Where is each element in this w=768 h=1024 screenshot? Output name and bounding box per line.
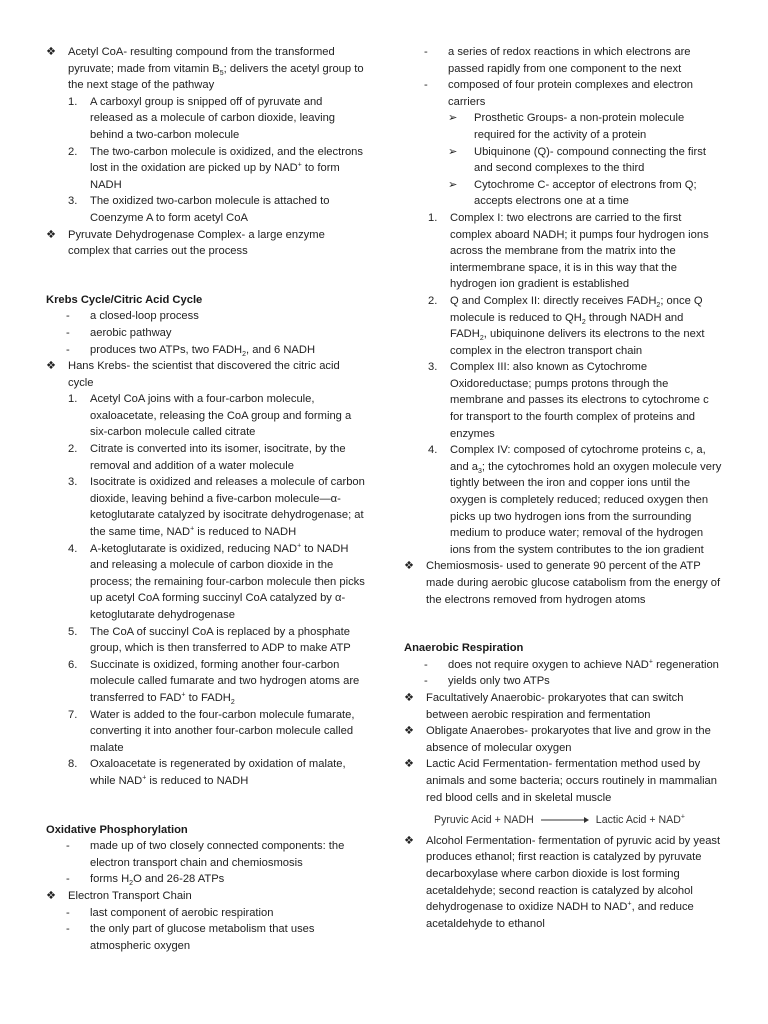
- anaerobic-dash-1: - does not require oxygen to achieve NAD+ regeneration: [424, 658, 719, 671]
- krebs-step-3: 3. Isocitrate is oxidized and releases a molecule of carbon dioxide, leaving behind a five-carbon molecule—α-ketoglutarate catalyzed by isocitrate dehydrogenase; at the same time, NAD+ is reduced to NADH: [68, 476, 365, 539]
- acetyl-coa-text: Acetyl CoA- resulting compound from the transformed pyruvate; made from vitamin $B_5$; delivers the acetyl group to the next stage of the pathway: [68, 46, 364, 92]
- etc-dash-2: - the only part of glucose metabolism that uses atmospheric oxygen: [66, 923, 315, 952]
- krebs-step-7: 7. Water is added to the four-carbon molecule fumarate, converting it into another four-carbon molecule called malate: [68, 708, 355, 754]
- right-column: [404, 44, 722, 932]
- oxphos-heading: Oxidative Phosphorylation: [46, 823, 188, 836]
- diamond-bullet-icon: ❖: [46, 46, 57, 58]
- equation-products: Lactic Acid + NAD+: [595, 813, 685, 827]
- hans-krebs-bullet: ❖ Hans Krebs- the scientist that discovered the citric acid cycle: [46, 360, 340, 389]
- krebs-step-6: 6. Succinate is oxidized, forming another four-carbon molecule called fumarate and two hydrogen atoms are transferred to FAD+ to $FADH_2$: [68, 658, 360, 707]
- krebs-dash-2: - aerobic pathway: [66, 326, 172, 339]
- krebs-step-1: 1. Acetyl CoA joins with a four-carbon molecule, oxaloacetate, releasing the CoA group and forming a six-carbon molecule called citrate: [68, 393, 352, 439]
- acetyl-step-3: 3. The oxidized two-carbon molecule is attached to Coenzyme A to form acetyl CoA: [68, 195, 330, 224]
- equation-reactants: Pyruvic Acid + NADH: [434, 814, 534, 827]
- krebs-dash-1: - a closed-loop process: [66, 310, 199, 323]
- prosthetic-groups-item: ➢ Prosthetic Groups- a non-protein molecule required for the activity of a protein: [448, 112, 685, 141]
- krebs-step-8: 8. Oxaloacetate is regenerated by oxidation of malate, while NAD+ is reduced to NADH: [68, 758, 346, 787]
- complex-2: 2. Q and Complex II: directly receives $FADH_2$; once Q molecule is reduced to $QH_2$ through NADH and $FADH_2$, ubiquinone delivers its electrons to the next complex in the electron transport chain: [428, 294, 705, 357]
- krebs-step-4: 4. A-ketoglutarate is oxidized, reducing NAD+ to NADH and releasing a molecule of carbon dioxide in the process; the remaining four-carbon molecule then picks up acetyl CoA forming succinyl CoA catalyzed by α-ketoglutarate dehydrogenase: [68, 541, 365, 621]
- diamond-bullet-icon: ❖: [404, 725, 415, 738]
- acetyl-step-1: 1. A carboxyl group is snipped off of pyruvate and released as a molecule of carbon dioxide, leaving behind a two-carbon molecule: [68, 95, 336, 141]
- anaerobic-heading: Anaerobic Respiration: [404, 642, 524, 655]
- diamond-bullet-icon: ❖: [46, 360, 57, 373]
- oxphos-dash-2: - forms $H_2O$ and 26-28 ATPs: [66, 873, 225, 888]
- diamond-bullet-icon: ❖: [46, 889, 57, 902]
- diamond-bullet-icon: ❖: [404, 560, 415, 573]
- etc-dash-3: - a series of redox reactions in which electrons are passed rapidly from one component to the next: [424, 46, 691, 75]
- cytochrome-c-item: ➢ Cytochrome C- acceptor of electrons from Q; accepts electrons one at a time: [448, 178, 697, 208]
- complex-4: 4. Complex IV: composed of cytochrome proteins c, a, and $a_3$; the cytochromes hold an oxygen molecule very tightly between the iron and copper ions until the oxygen is completely reduced; reduced oxygen then picks up two hydrogen ions from the surrounding medium to produce water; removal of the hydrogen ions from the system contributes to the ion gradient: [428, 444, 722, 556]
- diamond-bullet-icon: ❖: [404, 758, 415, 771]
- chemiosmosis-bullet: ❖ Chemiosmosis- used to generate 90 percent of the ATP made during aerobic glucose catabolism from the energy of the electrons removed from hydrogen atoms: [404, 560, 721, 606]
- reaction-arrow-icon: [540, 815, 590, 825]
- krebs-dash-3: - produces two ATPs, two $FADH_2$, and 6 NADH: [66, 343, 316, 358]
- lactic-equation: [434, 812, 722, 829]
- krebs-step-5: 5. The CoA of succinyl CoA is replaced by a phosphate group, which is then transferred to ADP to make ATP: [68, 625, 351, 655]
- arrow-bullet-icon: ➢: [448, 145, 458, 158]
- oxphos-dash-1: - made up of two closely connected components: the electron transport chain and chemiosmosis: [66, 840, 345, 869]
- ubiquinone-item: ➢ Ubiquinone (Q)- compound connecting the first and second complexes to the third: [448, 145, 706, 175]
- obligate-bullet: ❖ Obligate Anaerobes- prokaryotes that live and grow in the absence of molecular oxygen: [404, 725, 711, 754]
- acetyl-coa-bullet: [46, 44, 368, 94]
- etc-dash-4: - composed of four protein complexes and electron carriers: [424, 79, 694, 108]
- arrow-bullet-icon: ➢: [448, 178, 458, 191]
- acetyl-step-2: 2. The two-carbon molecule is oxidized, and the electrons lost in the oxidation are picked up by NAD+ to form NADH: [68, 145, 363, 191]
- etc-dash-1: - last component of aerobic respiration: [66, 906, 274, 919]
- diamond-bullet-icon: ❖: [404, 834, 415, 847]
- pdc-bullet: ❖ Pyruvate Dehydrogenase Complex- a large enzyme complex that carries out the process: [46, 228, 325, 258]
- diamond-bullet-icon: ❖: [46, 228, 57, 241]
- arrow-bullet-icon: ➢: [448, 112, 458, 125]
- krebs-heading: Krebs Cycle/Citric Acid Cycle: [46, 293, 203, 306]
- complex-1: 1. Complex I: two electrons are carried to the first complex aboard NADH; it pumps four hydrogen ions across the membrane from the matrix into the intermembrane space, it is in this way that the hydrogen ion gradient is established: [428, 211, 709, 291]
- complex-3: 3. Complex III: also known as Cytochrome Oxidoreductase; pumps protons through the membrane and passes its electrons to cytochrome c for transport to the fourth complex of proteins and enzymes: [428, 361, 709, 440]
- etc-bullet: ❖ Electron Transport Chain: [46, 888, 368, 905]
- lactic-bullet: ❖ Lactic Acid Fermentation- fermentation method used by animals and some bacteria; occurs routinely in mammalian red blood cells and in skeletal muscle: [404, 758, 718, 804]
- diamond-bullet-icon: ❖: [404, 691, 415, 704]
- anaerobic-dash-2: - yields only two ATPs: [424, 675, 550, 688]
- facultative-bullet: ❖ Facultatively Anaerobic- prokaryotes that can switch between aerobic respiration and fermentation: [404, 691, 684, 721]
- left-column: [46, 44, 368, 954]
- alcohol-bullet: ❖ Alcohol Fermentation- fermentation of pyruvic acid by yeast produces ethanol; first reaction is catalyzed by pyruvate decarboxylase where carbon dioxide is lost forming acetaldehyde; second reaction is catalyzed by alcohol dehydrogenase to oxidize NADH to NAD+, and reduce acetaldehyde to ethanol: [404, 834, 721, 930]
- krebs-step-2: 2. Citrate is converted into its isomer, isocitrate, by the removal and addition of a water molecule: [68, 443, 346, 472]
